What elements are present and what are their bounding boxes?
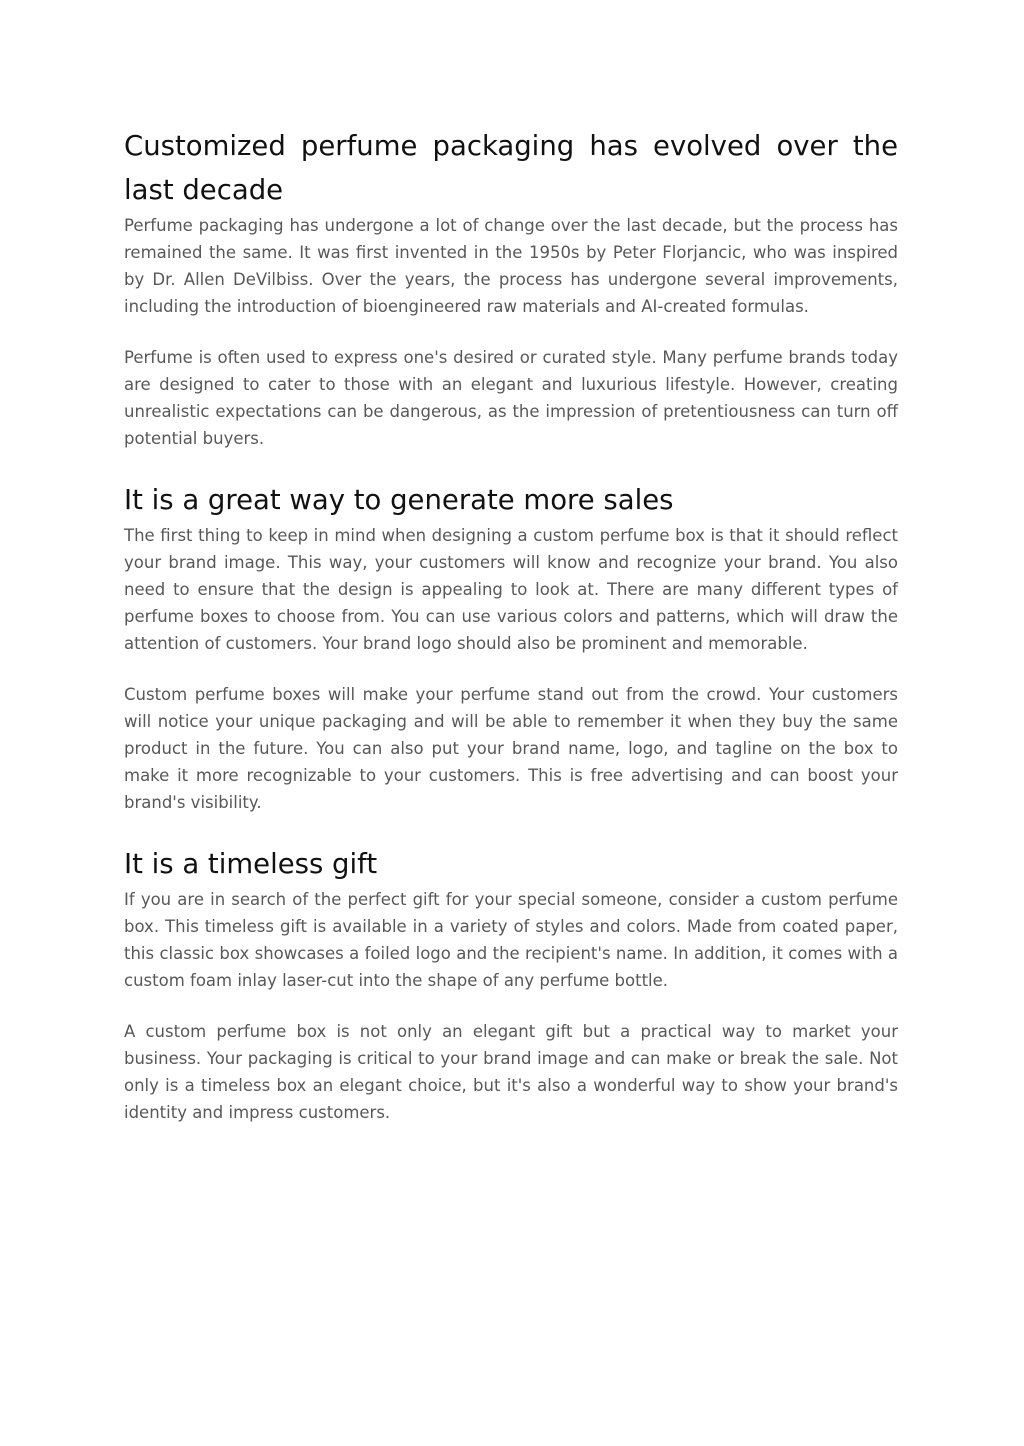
section-generate-sales [124, 478, 898, 816]
paragraph: Perfume packaging has undergone a lot of change over the last decade, but the process has remained the same. It was first invented in the 1950s by Peter Florjancic, who was inspired by Dr. Allen DeVilbiss. Over the years, the process has undergone several improvements, including the introduction of bioengineered raw materials and AI-created formulas. [124, 216, 898, 316]
document-page [124, 124, 898, 1126]
paragraph: Perfume is often used to express one's desired or curated style. Many perfume brands today are designed to cater to those with an elegant and luxurious lifestyle. However, creating unrealistic expectations can be dangerous, as the impression of pretentiousness can turn off potential buyers. [124, 348, 898, 448]
paragraph: If you are in search of the perfect gift for your special someone, consider a custom perfume box. This timeless gift is available in a variety of styles and colors. Made from coated paper, this classic box showcases a foiled logo and the recipient's name. In addition, it comes with a custom foam inlay laser-cut into the shape of any perfume bottle. [124, 890, 898, 990]
section-timeless-gift [124, 842, 898, 1126]
section-heading: Customized perfume packaging has evolved over the last decade [124, 130, 898, 206]
paragraph: Custom perfume boxes will make your perfume stand out from the crowd. Your customers will notice your unique packaging and will be able to remember it when they buy the same product in the future. You can also put your brand name, logo, and tagline on the box to make it more recognizable to your customers. This is free advertising and can boost your brand's visibility. [124, 685, 898, 812]
paragraph: A custom perfume box is not only an elegant gift but a practical way to market your business. Your packaging is critical to your brand image and can make or break the sale. Not only is a timeless box an elegant choice, but it's also a wonderful way to show your brand's identity and impress customers. [124, 1022, 898, 1122]
paragraph: The first thing to keep in mind when designing a custom perfume box is that it should reflect your brand image. This way, your customers will know and recognize your brand. You also need to ensure that the design is appealing to look at. There are many different types of perfume boxes to choose from. You can use various colors and patterns, which will draw the attention of customers. Your brand logo should also be prominent and memorable. [124, 526, 898, 653]
section-heading: It is a great way to generate more sales [124, 484, 674, 516]
section-heading: It is a timeless gift [124, 848, 378, 880]
section-packaging-evolution [124, 124, 898, 452]
